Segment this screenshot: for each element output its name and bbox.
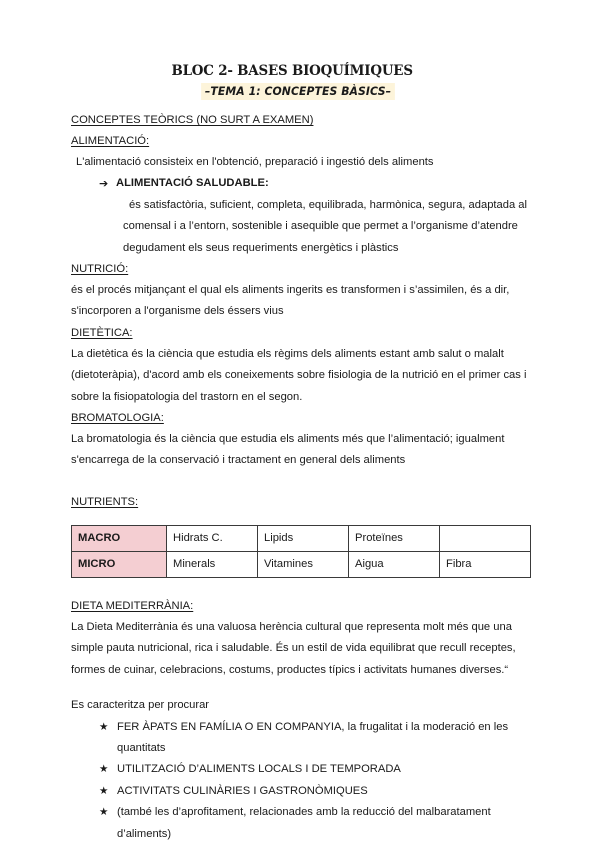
paragraph-dieta-line1: La Dieta Mediterrània és una valuosa herència cultural que representa molt més que una: [71, 620, 512, 633]
paragraph-saludable-line1: és satisfactòria, suficient, completa, equilibrada, harmònica, segura, adaptada al: [129, 198, 528, 211]
paragraph-dietetica-line2: (dietoteràpia), d'acord amb els coneixements sobre fisiologia de la nutrició en el primer cas i: [71, 369, 527, 382]
list-item-label: ACTIVITATS CULINÀRIES I GASTRONÒMIQUES: [117, 784, 368, 797]
heading-nutricio: NUTRICIÓ:: [71, 263, 129, 276]
paragraph-saludable-line3: degudament els seus requeriments energètics i plàstics: [123, 241, 399, 254]
paragraph-saludable-line2: comensal i a l’entorn, sostenible i asequible que permet a l’organisme d’atendre: [123, 220, 518, 233]
page-title: BLOC 2- BASES BIOQUÍMIQUES: [171, 62, 413, 79]
paragraph-dietetica-line3: sobre la fisiopatologia del trastorn en el segon.: [71, 390, 303, 403]
table-cell-key-micro: MICRO: [72, 551, 167, 577]
table-cell-micro-2: Vitamines: [258, 551, 349, 577]
paragraph-lead-in: Es caracteritza per procurar: [71, 699, 210, 712]
table-cell-macro-3: Proteïnes: [349, 525, 440, 551]
star-icon: ★: [99, 763, 109, 776]
table-cell-macro-2: Lipids: [258, 525, 349, 551]
paragraph-nutricio-line2: s'incorporen a l'organisme dels éssers vius: [71, 305, 284, 318]
table-cell-macro-1: Hidrats C.: [167, 525, 258, 551]
paragraph-alimentacio: L'alimentació consisteix en l'obtenció, preparació i ingestió dels aliments: [76, 156, 434, 168]
arrow-right-icon: ➔: [99, 177, 109, 191]
page-subtitle-row: [71, 82, 530, 100]
paragraph-dieta-line2: simple pauta nutricional, rica i saludable. És un estil de vida equilibrat que recull receptes,: [71, 642, 516, 655]
nutrients-table: [71, 525, 531, 578]
list-item-line2: d’aliments): [117, 827, 172, 840]
heading-conceptes-teorics: CONCEPTES TEÒRICS (NO SURT A EXAMEN): [71, 114, 314, 126]
list-item-label: [117, 717, 530, 760]
star-icon: ★: [99, 720, 109, 733]
heading-nutrients: NUTRIENTS:: [71, 495, 139, 508]
paragraph-dietetica-line1: La dietètica és la ciència que estudia els règims dels aliments estant amb salut o malalt: [71, 347, 504, 360]
characteristics-list: [71, 717, 530, 845]
page-subtitle: –TEMA 1: CONCEPTES BÀSICS–: [201, 83, 395, 100]
table-row: [72, 525, 531, 551]
heading-dieta-mediterrania: DIETA MEDITERRÀNIA:: [71, 599, 194, 612]
list-item: [71, 781, 530, 802]
list-item-line1: (també les d’aprofitament, relacionades amb la reducció del malbaratament: [117, 806, 491, 819]
list-item-line2: quantitats: [117, 741, 166, 754]
table-cell-micro-4: Fibra: [440, 551, 531, 577]
paragraph-dieta-line3: formes de cuinar, celebracions, costums, productes típics i activitats humanes diverses.“: [71, 663, 509, 676]
list-item-label: [117, 802, 530, 845]
table-cell-macro-4: [440, 525, 531, 551]
list-item-label: UTILITZACIÓ D’ALIMENTS LOCALS I DE TEMPORADA: [117, 763, 401, 776]
paragraph-bromatologia-line1: La bromatologia és la ciència que estudia els aliments més que l’alimentació; igualment: [71, 433, 505, 446]
table-cell-micro-3: Aigua: [349, 551, 440, 577]
list-item-line1: FER ÀPATS EN FAMÍLIA O EN COMPANYIA, la frugalitat i la moderació en les: [117, 720, 509, 733]
heading-dietetica: DIETÈTICA:: [71, 326, 133, 339]
star-icon: ★: [99, 784, 109, 797]
table-row: [72, 551, 531, 577]
paragraph-nutricio-line1: és el procés mitjançant el qual els aliments ingerits es transformen i s’assimilen, és a dir,: [71, 284, 510, 297]
heading-bromatologia: BROMATOLOGIA:: [71, 412, 164, 425]
list-item: [71, 717, 530, 760]
arrow-bullet-alimentacio-saludable: [71, 173, 530, 194]
paragraph-bromatologia-line2: s'encarrega de la conservació i tractament en general dels aliments: [71, 454, 406, 467]
list-item: [71, 759, 530, 780]
star-icon: ★: [99, 806, 109, 819]
table-cell-micro-1: Minerals: [167, 551, 258, 577]
table-cell-key-macro: MACRO: [72, 525, 167, 551]
heading-alimentacio: ALIMENTACIÓ:: [71, 135, 150, 147]
subheading-alimentacio-saludable: ALIMENTACIÓ SALUDABLE:: [116, 177, 269, 190]
list-item: [71, 802, 530, 845]
